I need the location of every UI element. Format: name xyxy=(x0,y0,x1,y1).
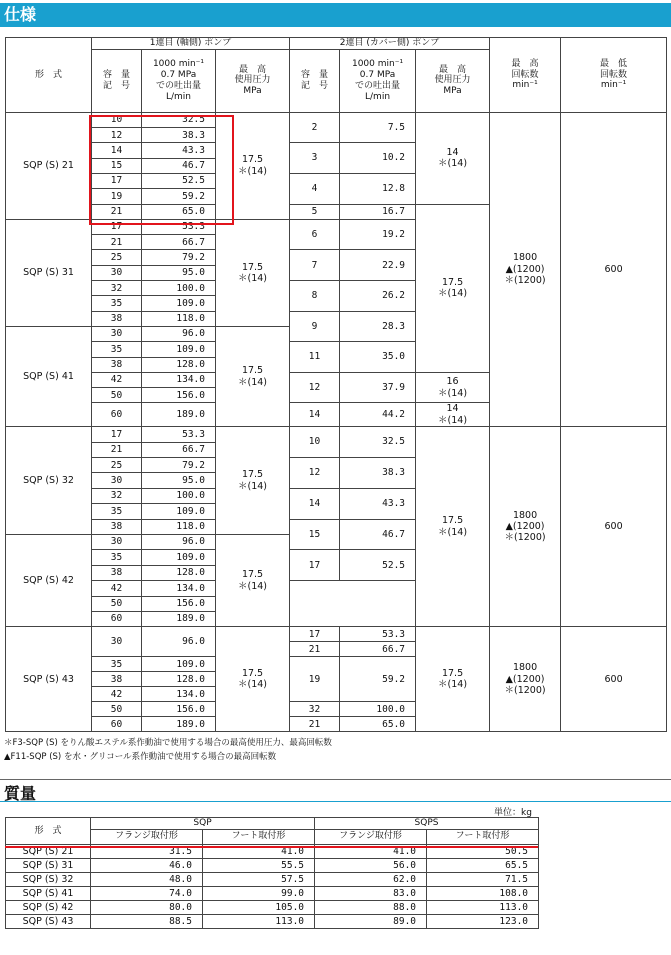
pump1-pressure-cell: 17.5 ＊(14) xyxy=(216,219,290,326)
pump2-flow-cell: 35.0 xyxy=(340,342,416,373)
pump1-capacity-cell: 30 xyxy=(92,627,142,657)
pump2-flow-cell: 65.0 xyxy=(340,717,416,732)
pump1-capacity-cell: 30 xyxy=(92,265,142,280)
pump1-capacity-cell: 30 xyxy=(92,473,142,488)
weight-unit: 単位：kg xyxy=(494,808,532,818)
pump2-flow-cell: 52.5 xyxy=(340,550,416,581)
pump1-flow-cell: 134.0 xyxy=(142,581,216,596)
pump1-capacity-cell: 60 xyxy=(92,717,142,732)
weight-value-cell: 71.5 xyxy=(427,872,539,886)
weight-header-sqps: SQPS xyxy=(315,818,539,830)
header-pump1-capacity: 容 量 記 号 xyxy=(92,49,142,112)
pump2-flow-cell: 22.9 xyxy=(340,250,416,281)
header-max-speed: 最 高 回転数 min⁻¹ xyxy=(490,38,561,113)
pump1-flow-cell: 128.0 xyxy=(142,357,216,372)
weight-value-cell: 48.0 xyxy=(91,872,203,886)
header-model: 形 式 xyxy=(6,38,92,113)
pump1-flow-cell: 96.0 xyxy=(142,326,216,341)
header-pump2-flow: 1000 min⁻¹ 0.7 MPa での吐出量 L/min xyxy=(340,49,416,112)
pump1-pressure-cell: 17.5 ＊(14) xyxy=(216,627,290,732)
pump1-flow-cell: 189.0 xyxy=(142,611,216,626)
header-pump2-pressure: 最 高 使用圧力 MPa xyxy=(416,49,490,112)
pump1-flow-cell: 109.0 xyxy=(142,550,216,565)
pump1-flow-cell: 46.7 xyxy=(142,158,216,173)
pump1-capacity-cell: 42 xyxy=(92,687,142,702)
pump2-capacity-cell: 5 xyxy=(290,204,340,219)
pump2-capacity-cell: 11 xyxy=(290,342,340,373)
pump1-capacity-cell: 25 xyxy=(92,250,142,265)
weight-value-cell: 57.5 xyxy=(203,872,315,886)
pump2-capacity-cell: 6 xyxy=(290,219,340,250)
weight-row xyxy=(6,886,539,900)
model-cell: SQP (S) 21 xyxy=(6,112,92,219)
weight-header-flange: フランジ取付形 xyxy=(91,829,203,844)
max-speed-cell: 1800 ▲(1200) ＊(1200) xyxy=(490,427,561,627)
spec-table xyxy=(5,37,667,732)
weight-value-cell: 41.0 xyxy=(315,844,427,858)
pump1-capacity-cell: 15 xyxy=(92,158,142,173)
weight-value-cell: 99.0 xyxy=(203,886,315,900)
weight-section-rule xyxy=(0,779,671,780)
pump2-capacity-cell: 10 xyxy=(290,427,340,458)
pump1-capacity-cell: 10 xyxy=(92,112,142,127)
pump1-flow-cell: 109.0 xyxy=(142,342,216,357)
model-cell: SQP (S) 41 xyxy=(6,326,92,426)
pump2-flow-cell: 43.3 xyxy=(340,488,416,519)
pump1-capacity-cell: 19 xyxy=(92,189,142,204)
pump1-flow-cell: 59.2 xyxy=(142,189,216,204)
pump1-capacity-cell: 12 xyxy=(92,128,142,143)
pump1-flow-cell: 79.2 xyxy=(142,458,216,473)
weight-value-cell: 105.0 xyxy=(203,900,315,914)
pump1-pressure-cell: 17.5 ＊(14) xyxy=(216,326,290,426)
weight-model-cell: SQP (S) 43 xyxy=(6,914,91,928)
pump2-capacity-cell: 8 xyxy=(290,281,340,312)
weight-value-cell: 65.5 xyxy=(427,858,539,872)
weight-value-cell: 83.0 xyxy=(315,886,427,900)
pump1-flow-cell: 38.3 xyxy=(142,128,216,143)
pump1-capacity-cell: 50 xyxy=(92,702,142,717)
weight-header-foot: フート取付形 xyxy=(203,829,315,844)
pump2-capacity-cell: 12 xyxy=(290,372,340,403)
pump2-flow-cell: 100.0 xyxy=(340,702,416,717)
weight-value-cell: 88.5 xyxy=(91,914,203,928)
weight-row xyxy=(6,844,539,858)
pump2-flow-cell: 16.7 xyxy=(340,204,416,219)
pump2-pressure-cell: 16 ＊(14) xyxy=(416,372,490,403)
model-cell: SQP (S) 31 xyxy=(6,219,92,326)
note-f11: ▲F11-SQP (S) を水・グリコール系作動油で使用する場合の最高回転数 xyxy=(4,752,277,762)
weight-row xyxy=(6,914,539,928)
pump2-capacity-cell: 17 xyxy=(290,550,340,581)
weight-header-model: 形 式 xyxy=(6,818,91,845)
pump2-flow-cell: 37.9 xyxy=(340,372,416,403)
weight-header-foot: フート取付形 xyxy=(427,829,539,844)
pump1-flow-cell: 53.3 xyxy=(142,427,216,442)
weight-header-sqp: SQP xyxy=(91,818,315,830)
pump1-capacity-cell: 50 xyxy=(92,596,142,611)
pump1-capacity-cell: 32 xyxy=(92,281,142,296)
weight-section-rule-bottom xyxy=(0,801,671,802)
pump2-capacity-cell: 21 xyxy=(290,717,340,732)
pump2-capacity-cell: 14 xyxy=(290,403,340,427)
pump1-capacity-cell: 25 xyxy=(92,458,142,473)
weight-model-cell: SQP (S) 32 xyxy=(6,872,91,886)
pump2-flow-cell: 28.3 xyxy=(340,311,416,342)
weight-value-cell: 62.0 xyxy=(315,872,427,886)
pump2-capacity-cell: 32 xyxy=(290,702,340,717)
pump2-flow-cell: 38.3 xyxy=(340,458,416,489)
pump2-capacity-cell: 7 xyxy=(290,250,340,281)
pump1-capacity-cell: 35 xyxy=(92,504,142,519)
pump1-flow-cell: 53.3 xyxy=(142,219,216,234)
header-pump2: 2連目 (カバー側) ポンプ xyxy=(290,38,490,50)
pump1-capacity-cell: 30 xyxy=(92,534,142,549)
pump1-flow-cell: 156.0 xyxy=(142,596,216,611)
weight-model-cell: SQP (S) 42 xyxy=(6,900,91,914)
weight-value-cell: 113.0 xyxy=(427,900,539,914)
pump2-capacity-cell: 21 xyxy=(290,642,340,657)
weight-value-cell: 46.0 xyxy=(91,858,203,872)
pump1-capacity-cell: 30 xyxy=(92,326,142,341)
pump2-capacity-cell: 19 xyxy=(290,657,340,702)
weight-value-cell: 31.5 xyxy=(91,844,203,858)
pump1-capacity-cell: 38 xyxy=(92,565,142,580)
header-pump1-pressure: 最 高 使用圧力 MPa xyxy=(216,49,290,112)
pump1-capacity-cell: 17 xyxy=(92,173,142,188)
weight-value-cell: 80.0 xyxy=(91,900,203,914)
pump1-flow-cell: 66.7 xyxy=(142,235,216,250)
pump1-flow-cell: 109.0 xyxy=(142,504,216,519)
pump1-capacity-cell: 38 xyxy=(92,357,142,372)
pump1-capacity-cell: 21 xyxy=(92,442,142,457)
pump1-flow-cell: 79.2 xyxy=(142,250,216,265)
pump1-capacity-cell: 32 xyxy=(92,488,142,503)
model-cell: SQP (S) 43 xyxy=(6,627,92,732)
pump2-flow-cell: 32.5 xyxy=(340,427,416,458)
model-cell: SQP (S) 32 xyxy=(6,427,92,535)
pump1-flow-cell: 189.0 xyxy=(142,403,216,427)
pump1-capacity-cell: 38 xyxy=(92,672,142,687)
model-cell: SQP (S) 42 xyxy=(6,534,92,626)
weight-header-flange: フランジ取付形 xyxy=(315,829,427,844)
max-speed-cell: 1800 ▲(1200) ＊(1200) xyxy=(490,112,561,426)
weight-value-cell: 113.0 xyxy=(203,914,315,928)
weight-table xyxy=(5,817,539,929)
pump2-capacity-cell: 14 xyxy=(290,488,340,519)
weight-section-title: 質量 xyxy=(4,784,37,803)
weight-model-cell: SQP (S) 41 xyxy=(6,886,91,900)
pump2-flow-cell: 26.2 xyxy=(340,281,416,312)
max-speed-cell: 1800 ▲(1200) ＊(1200) xyxy=(490,627,561,732)
pump1-flow-cell: 109.0 xyxy=(142,296,216,311)
pump2-capacity-cell: 4 xyxy=(290,173,340,204)
pump2-capacity-cell: 2 xyxy=(290,112,340,143)
pump2-flow-cell: 7.5 xyxy=(340,112,416,143)
pump2-capacity-cell: 17 xyxy=(290,627,340,642)
pump2-flow-cell: 19.2 xyxy=(340,219,416,250)
pump2-capacity-cell: 9 xyxy=(290,311,340,342)
pump1-capacity-cell: 60 xyxy=(92,403,142,427)
pump1-flow-cell: 109.0 xyxy=(142,657,216,672)
pump1-flow-cell: 156.0 xyxy=(142,702,216,717)
pump1-flow-cell: 128.0 xyxy=(142,565,216,580)
pump1-flow-cell: 118.0 xyxy=(142,519,216,534)
spec-section-title: 仕様 xyxy=(0,3,671,27)
pump2-pressure-cell: 17.5 ＊(14) xyxy=(416,427,490,627)
pump1-flow-cell: 66.7 xyxy=(142,442,216,457)
pump1-capacity-cell: 42 xyxy=(92,581,142,596)
pump1-capacity-cell: 42 xyxy=(92,372,142,387)
pump1-flow-cell: 96.0 xyxy=(142,534,216,549)
pump2-flow-cell: 46.7 xyxy=(340,519,416,550)
pump1-capacity-cell: 60 xyxy=(92,611,142,626)
pump2-flow-cell: 53.3 xyxy=(340,627,416,642)
pump1-flow-cell: 32.5 xyxy=(142,112,216,127)
weight-row xyxy=(6,900,539,914)
weight-value-cell: 41.0 xyxy=(203,844,315,858)
pump1-capacity-cell: 21 xyxy=(92,204,142,219)
pump1-flow-cell: 95.0 xyxy=(142,265,216,280)
pump1-flow-cell: 118.0 xyxy=(142,311,216,326)
pump2-flow-cell: 66.7 xyxy=(340,642,416,657)
pump1-flow-cell: 95.0 xyxy=(142,473,216,488)
pump2-pressure-cell: 14 ＊(14) xyxy=(416,403,490,427)
pump2-capacity-cell: 15 xyxy=(290,519,340,550)
pump1-flow-cell: 52.5 xyxy=(142,173,216,188)
pump1-capacity-cell: 21 xyxy=(92,235,142,250)
spec-notes xyxy=(4,736,332,764)
min-speed-cell: 600 xyxy=(561,112,667,426)
pump2-pressure-cell: 17.5 ＊(14) xyxy=(416,204,490,372)
note-f3: ＊F3-SQP (S) をりん酸エステル系作動油で使用する場合の最高使用圧力、最高回転数 xyxy=(4,738,332,748)
pump1-capacity-cell: 38 xyxy=(92,311,142,326)
pump1-flow-cell: 189.0 xyxy=(142,717,216,732)
pump2-capacity-cell: 12 xyxy=(290,458,340,489)
pump1-capacity-cell: 35 xyxy=(92,342,142,357)
weight-value-cell: 55.5 xyxy=(203,858,315,872)
pump1-capacity-cell: 38 xyxy=(92,519,142,534)
pump2-pressure-cell: 17.5 ＊(14) xyxy=(416,627,490,732)
pump1-flow-cell: 134.0 xyxy=(142,687,216,702)
pump1-flow-cell: 100.0 xyxy=(142,488,216,503)
pump1-capacity-cell: 14 xyxy=(92,143,142,158)
pump1-flow-cell: 134.0 xyxy=(142,372,216,387)
weight-row xyxy=(6,858,539,872)
weight-value-cell: 89.0 xyxy=(315,914,427,928)
pump1-capacity-cell: 50 xyxy=(92,388,142,403)
min-speed-cell: 600 xyxy=(561,627,667,732)
header-pump1: 1連目 (軸側) ポンプ xyxy=(92,38,290,50)
pump1-capacity-cell: 35 xyxy=(92,550,142,565)
weight-value-cell: 50.5 xyxy=(427,844,539,858)
pump2-flow-cell: 59.2 xyxy=(340,657,416,702)
pump1-pressure-cell: 17.5 ＊(14) xyxy=(216,534,290,626)
pump2-capacity-cell: 3 xyxy=(290,143,340,174)
pump2-pressure-cell: 14 ＊(14) xyxy=(416,112,490,204)
pump1-flow-cell: 100.0 xyxy=(142,281,216,296)
weight-row xyxy=(6,872,539,886)
pump1-flow-cell: 96.0 xyxy=(142,627,216,657)
pump1-pressure-cell: 17.5 ＊(14) xyxy=(216,112,290,219)
pump1-flow-cell: 128.0 xyxy=(142,672,216,687)
weight-value-cell: 88.0 xyxy=(315,900,427,914)
header-pump2-capacity: 容 量 記 号 xyxy=(290,49,340,112)
pump2-flow-cell: 10.2 xyxy=(340,143,416,174)
weight-model-cell: SQP (S) 21 xyxy=(6,844,91,858)
pump1-flow-cell: 43.3 xyxy=(142,143,216,158)
pump1-flow-cell: 65.0 xyxy=(142,204,216,219)
min-speed-cell: 600 xyxy=(561,427,667,627)
weight-model-cell: SQP (S) 31 xyxy=(6,858,91,872)
pump1-capacity-cell: 35 xyxy=(92,657,142,672)
weight-value-cell: 74.0 xyxy=(91,886,203,900)
header-min-speed: 最 低 回転数 min⁻¹ xyxy=(561,38,667,113)
pump1-capacity-cell: 17 xyxy=(92,219,142,234)
header-pump1-flow: 1000 min⁻¹ 0.7 MPa での吐出量 L/min xyxy=(142,49,216,112)
weight-value-cell: 123.0 xyxy=(427,914,539,928)
pump2-flow-cell: 12.8 xyxy=(340,173,416,204)
pump1-flow-cell: 156.0 xyxy=(142,388,216,403)
pump2-flow-cell: 44.2 xyxy=(340,403,416,427)
pump1-capacity-cell: 17 xyxy=(92,427,142,442)
pump1-capacity-cell: 35 xyxy=(92,296,142,311)
pump1-pressure-cell: 17.5 ＊(14) xyxy=(216,427,290,535)
weight-value-cell: 56.0 xyxy=(315,858,427,872)
weight-value-cell: 108.0 xyxy=(427,886,539,900)
